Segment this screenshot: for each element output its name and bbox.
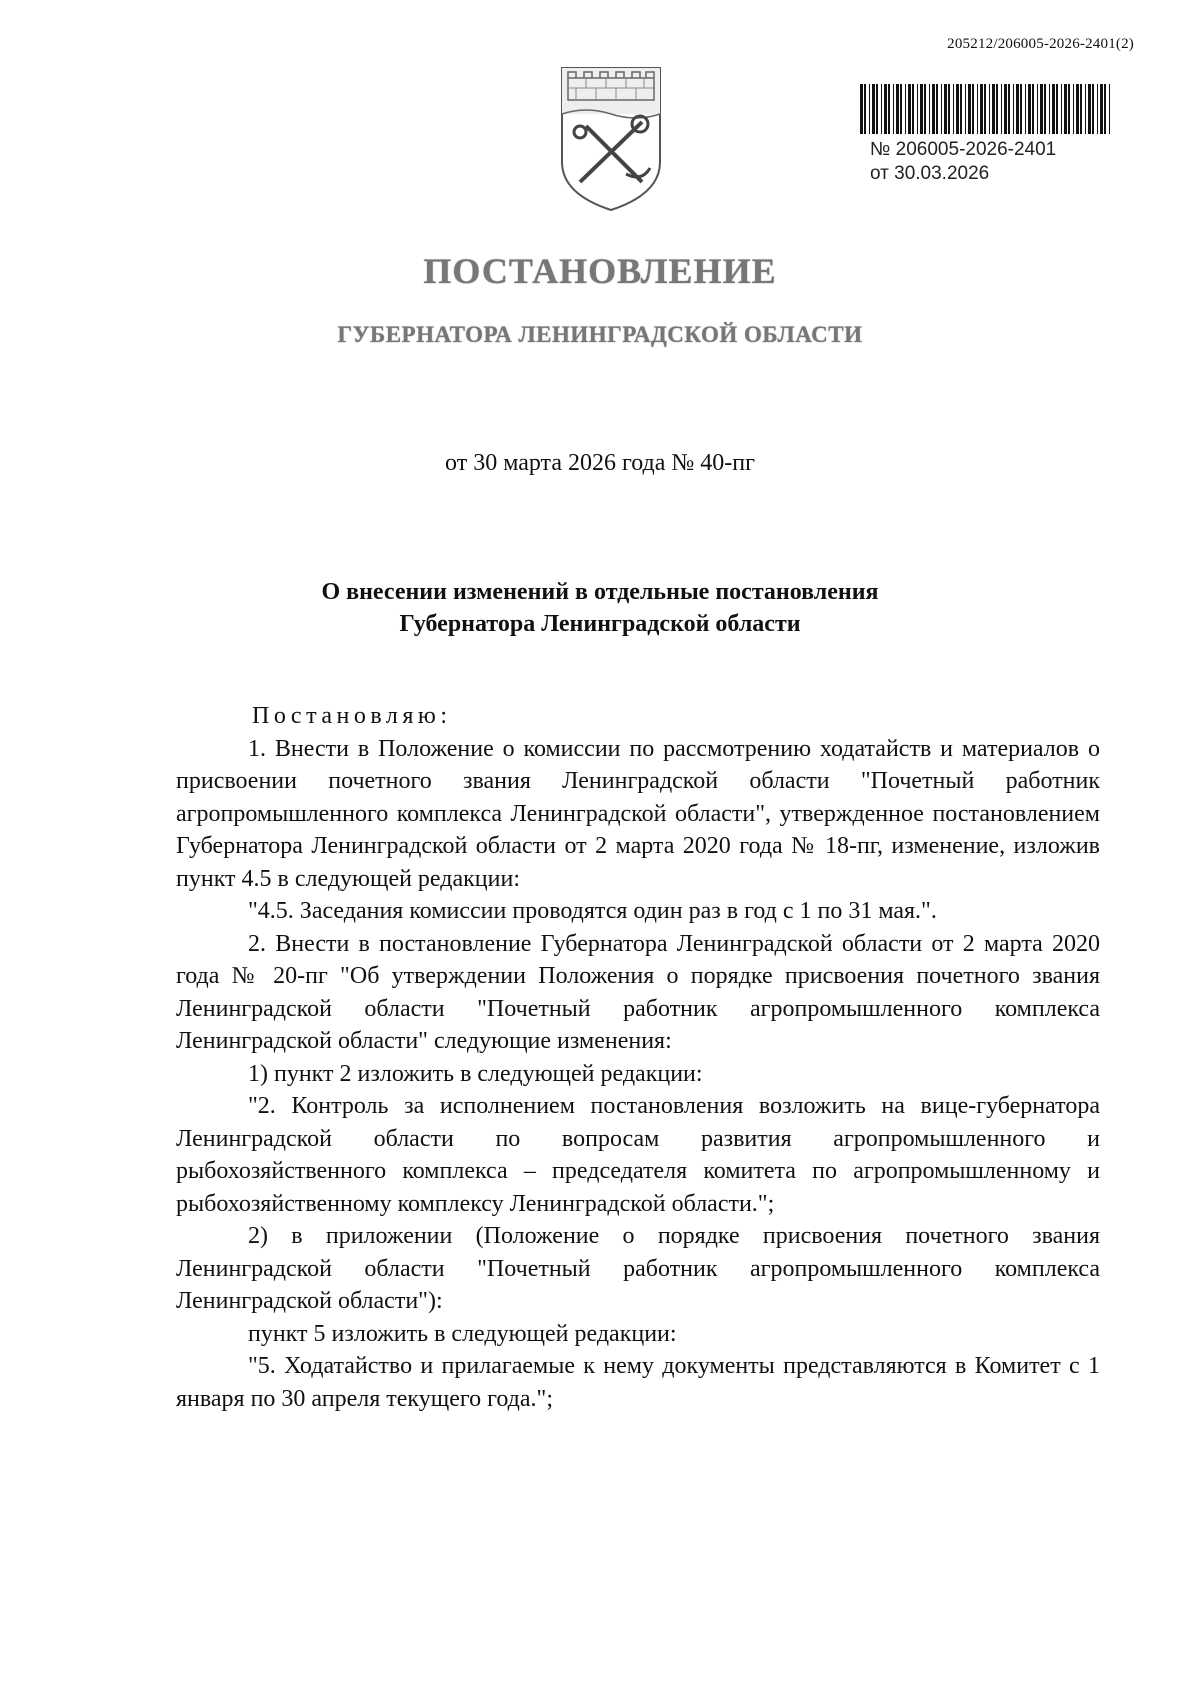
heading-line-1: О внесении изменений в отдельные постановления: [321, 579, 879, 605]
document-subtitle: ГУБЕРНАТОРА ЛЕНИНГРАДСКОЙ ОБЛАСТИ: [337, 322, 863, 347]
paragraph-2-item-1: 1) пункт 2 изложить в следующей редакции:: [248, 1060, 703, 1087]
document-date-number: от 30 марта 2026 года № 40-пг: [445, 450, 755, 476]
coat-of-arms-emblem: [556, 64, 666, 214]
registration-date: от 30.03.2026: [870, 163, 990, 184]
paragraph-2-item-1-quote: "2. Контроль за исполнением постановления возложить на вице-губернатора Ленинградской области по вопросам развития агропромышленного и рыбохозяйственного комплекса – председателя комитета по агропромышленному и рыбохозяйственному комплексу Ленинградской области.";: [176, 1093, 1100, 1217]
paragraph-2-item-2-sub: пункт 5 изложить в следующей редакции:: [248, 1320, 677, 1347]
resolution-word: Постановляю:: [252, 703, 452, 729]
registration-number: № 206005-2026-2401: [870, 139, 1057, 160]
document-heading: [0, 576, 1200, 640]
heading-line-2: Губернатора Ленинградской области: [399, 611, 801, 637]
document-title: ПОСТАНОВЛЕНИЕ: [423, 251, 777, 291]
paragraph-2-item-2-quote: "5. Ходатайство и прилагаемые к нему документы представляются в Комитет с 1 января по 30 апреля текущего года.";: [176, 1353, 1100, 1412]
paragraph-2-item-2: 2) в приложении (Положение о порядке присвоения почетного звания Ленинградской области "Почетный работник агропромышленного комплекса Ленинградской области"):: [176, 1223, 1100, 1314]
paragraph-1: 1. Внести в Положение о комиссии по рассмотрению ходатайств и материалов о присвоении почетного звания Ленинградской области "Почетный работник агропромышленного комплекса Ленинградской области", утвержденное постановлением Губернатора Ленинградской области от 2 марта 2020 года № 18-пг, изменение, изложив пункт 4.5 в следующей редакции:: [176, 735, 1100, 892]
document-body: [176, 700, 1100, 1415]
barcode: [860, 84, 1112, 134]
document-id: 205212/206005-2026-2401(2): [947, 36, 1134, 52]
paragraph-1-quote: "4.5. Заседания комиссии проводятся один раз в год с 1 по 31 мая.".: [248, 898, 937, 924]
registration-stamp: [870, 138, 1056, 186]
paragraph-2: 2. Внести в постановление Губернатора Ленинградской области от 2 марта 2020 года № 20-пг "Об утверждении Положения о порядке присвоения почетного звания Ленинградской области "Почетный работник агропромышленного комплекса Ленинградской области" следующие изменения:: [176, 930, 1100, 1054]
